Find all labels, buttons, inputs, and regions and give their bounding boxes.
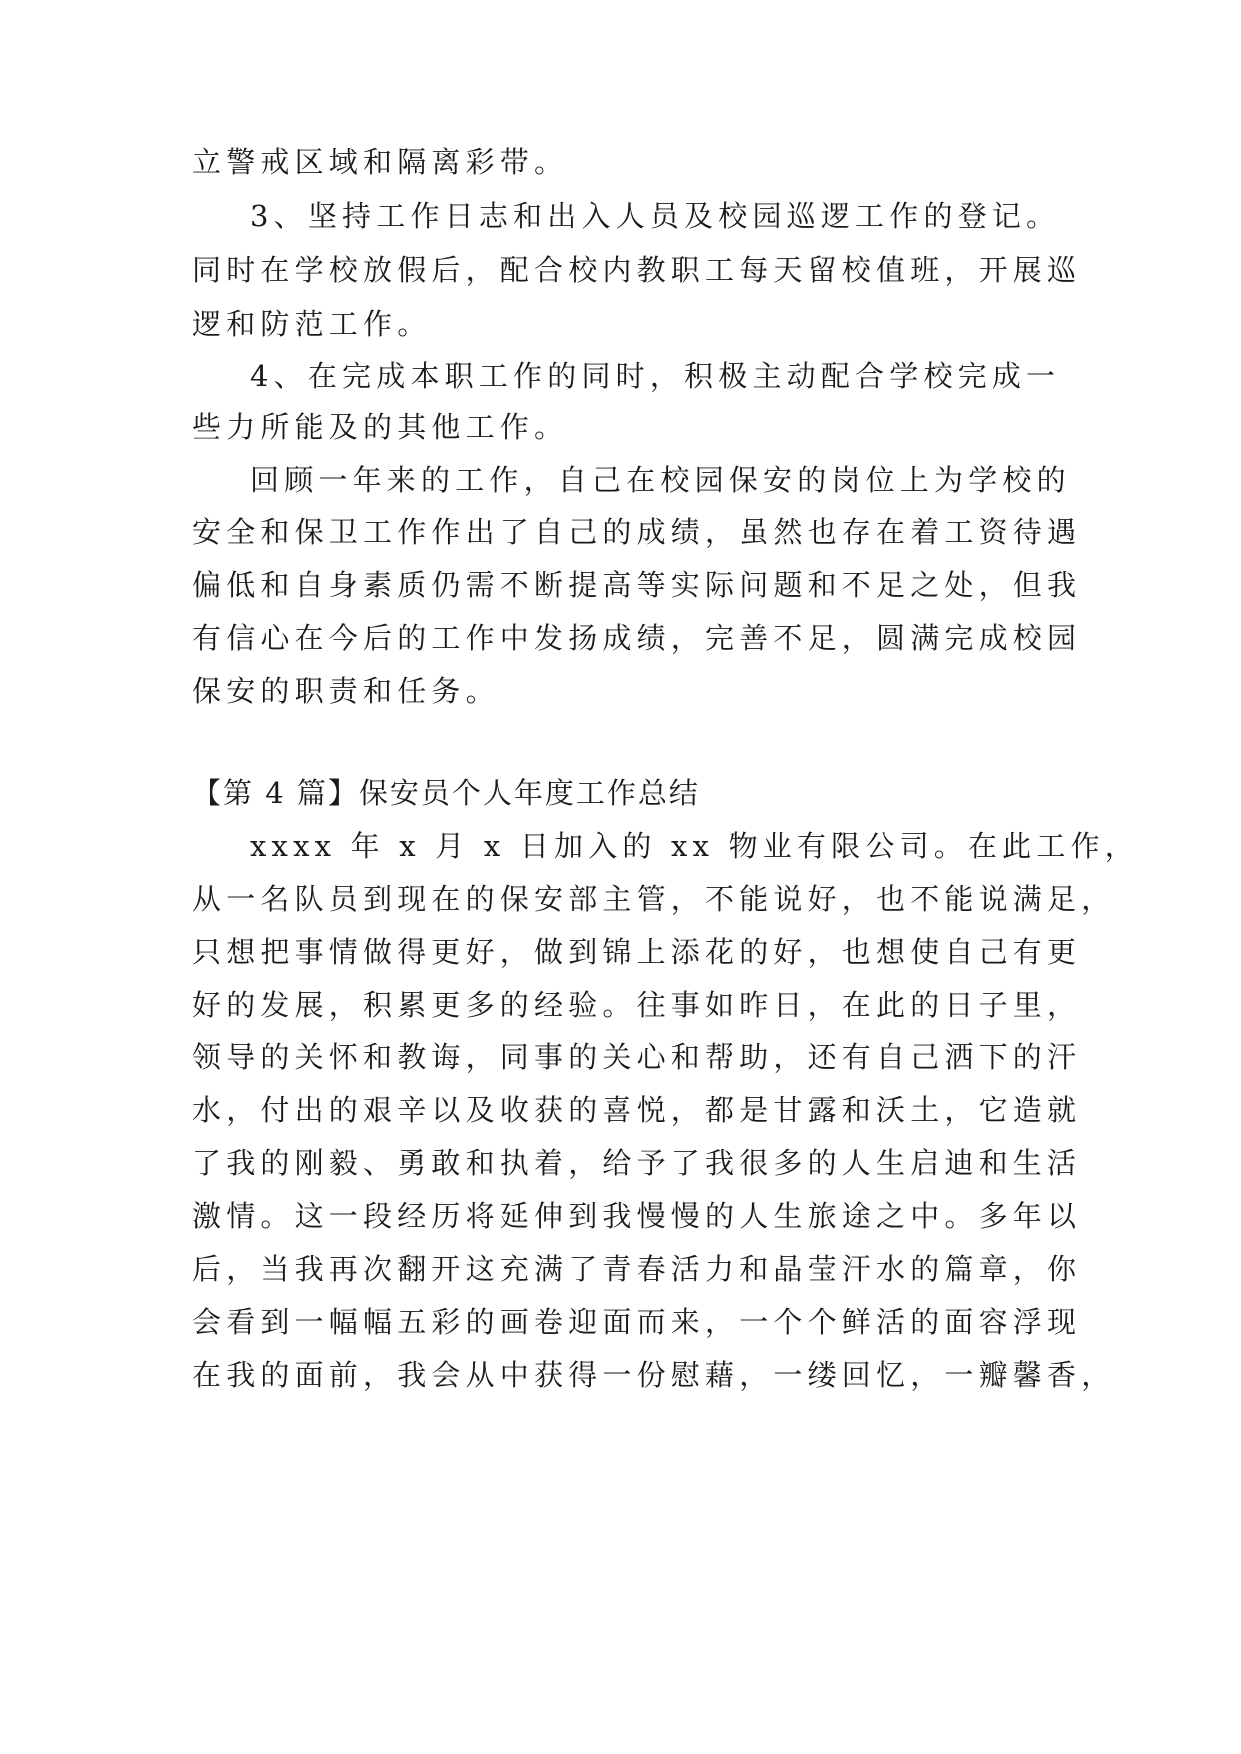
text-line: 同时在学校放假后，配合校内教职工每天留校值班，开展巡 — [192, 253, 1082, 287]
text-line: 有信心在今后的工作中发扬成绩，完善不足，圆满完成校园 — [192, 621, 1082, 655]
section-heading: 【第 4 篇】保安员个人年度工作总结 — [192, 776, 700, 810]
text-line: 逻和防范工作。 — [192, 307, 432, 341]
text-line: 领导的关怀和教诲，同事的关心和帮助，还有自己洒下的汗 — [192, 1040, 1082, 1074]
text-line: 只想把事情做得更好，做到锦上添花的好，也想使自己有更 — [192, 935, 1082, 969]
text-line: 安全和保卫工作作出了自己的成绩，虽然也存在着工资待遇 — [192, 515, 1082, 549]
text-line: 后，当我再次翻开这充满了青春活力和晶莹汗水的篇章，你 — [192, 1252, 1082, 1286]
text-line: 保安的职责和任务。 — [192, 674, 500, 708]
text-line: 会看到一幅幅五彩的画卷迎面而来，一个个鲜活的面容浮现 — [192, 1305, 1082, 1339]
text-line: 好的发展，积累更多的经验。往事如昨日，在此的日子里， — [192, 988, 1082, 1022]
text-line: 了我的刚毅、勇敢和执着，给予了我很多的人生启迪和生活 — [192, 1146, 1082, 1180]
text-line: 立警戒区域和隔离彩带。 — [192, 145, 569, 179]
text-line: 回顾一年来的工作，自己在校园保安的岗位上为学校的 — [250, 463, 1071, 497]
text-line: 在我的面前，我会从中获得一份慰藉，一缕回忆，一瓣馨香， — [192, 1358, 1116, 1392]
text-line: 水，付出的艰辛以及收获的喜悦，都是甘露和沃土，它造就 — [192, 1093, 1082, 1127]
text-line: 激情。这一段经历将延伸到我慢慢的人生旅途之中。多年以 — [192, 1199, 1082, 1233]
text-line: 些力所能及的其他工作。 — [192, 410, 569, 444]
text-line: 4、在完成本职工作的同时，积极主动配合学校完成一 — [250, 359, 1061, 393]
text-line: 从一名队员到现在的保安部主管，不能说好，也不能说满足， — [192, 882, 1116, 916]
text-line: 偏低和自身素质仍需不断提高等实际问题和不足之处，但我 — [192, 568, 1082, 602]
text-line: xxxx 年 x 月 x 日加入的 xx 物业有限公司。在此工作， — [250, 829, 1139, 863]
text-line: 3、坚持工作日志和出入人员及校园巡逻工作的登记。 — [250, 199, 1061, 233]
